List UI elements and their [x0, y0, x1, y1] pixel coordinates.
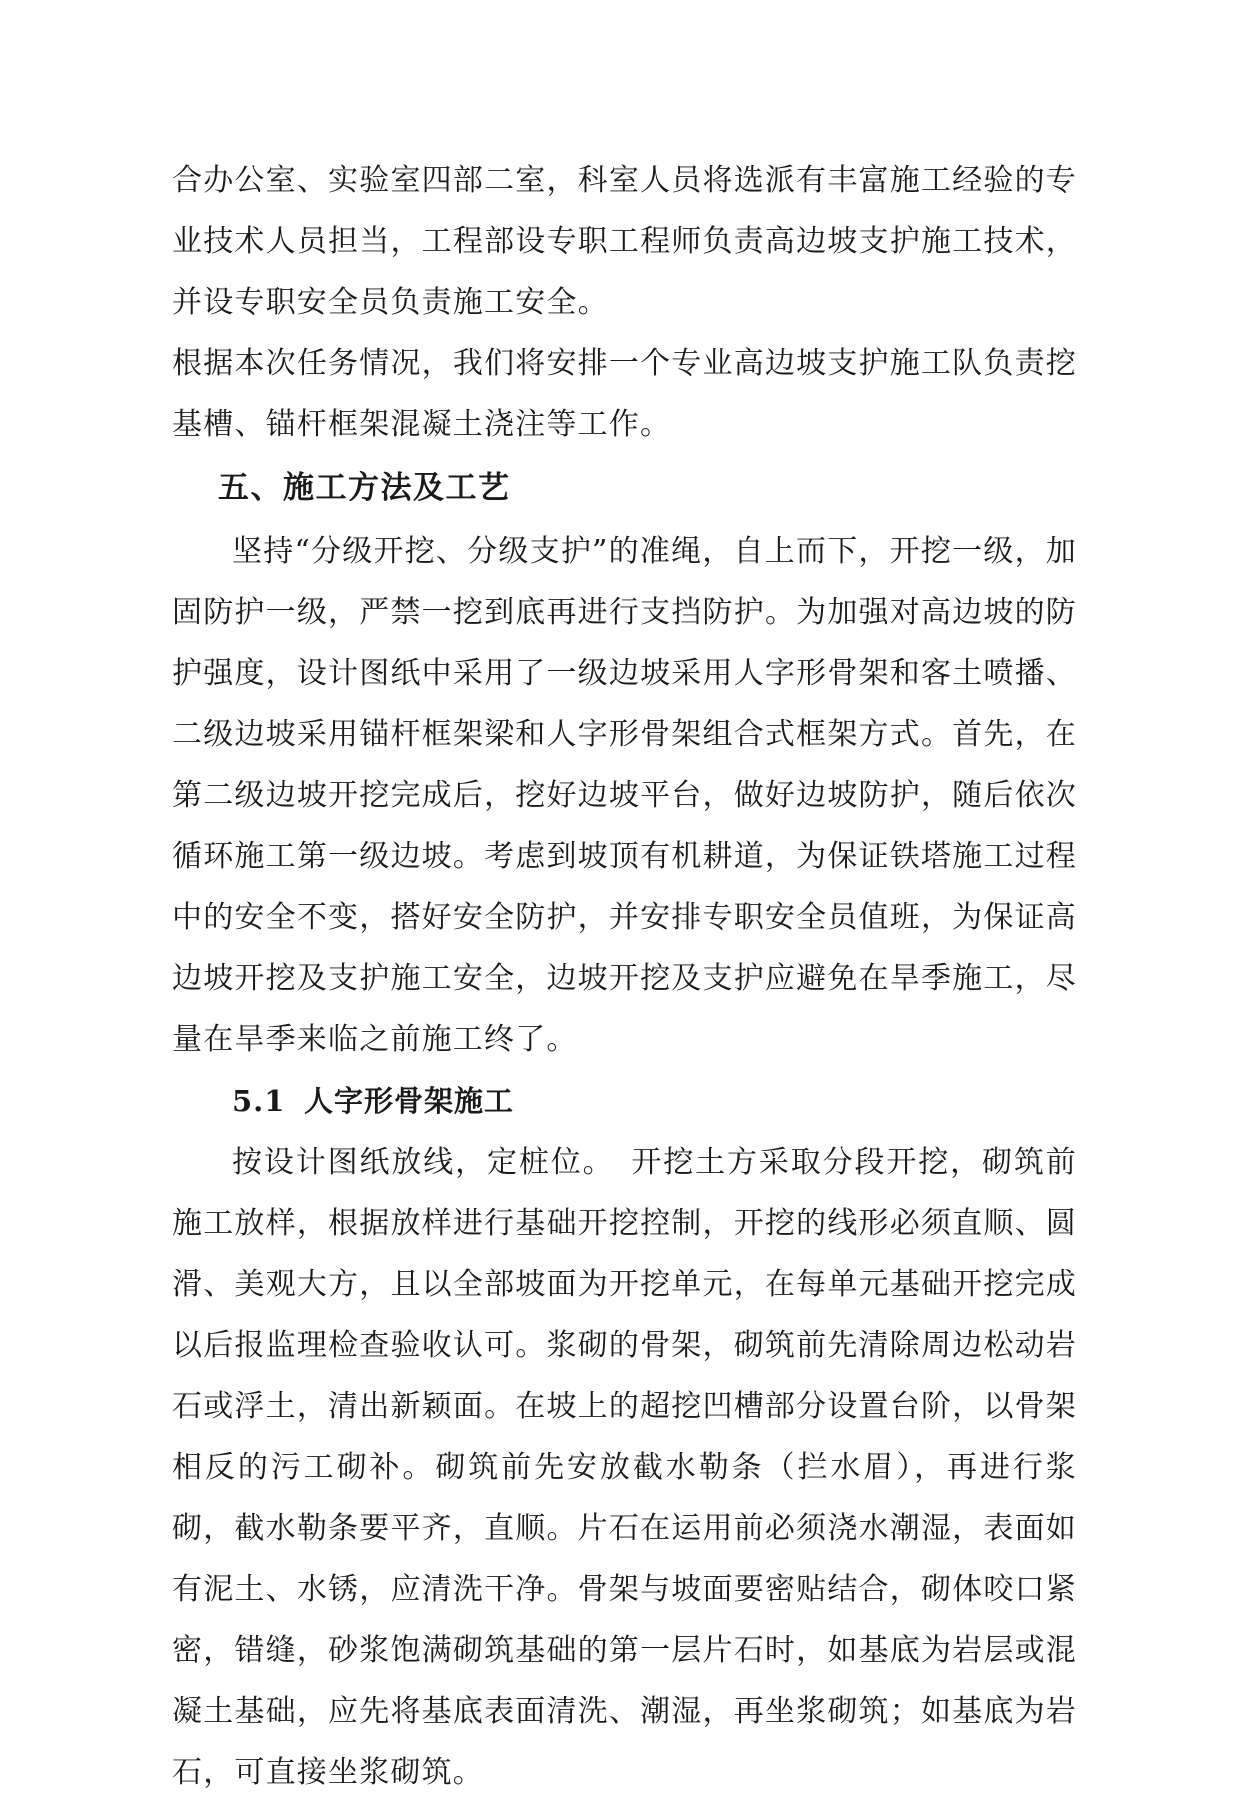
subsection-heading [172, 1070, 1077, 1132]
paragraph-organization: 合办公室、实验室四部二室，科室人员将选派有丰富施工经验的专业技术人员担当，工程部设专职工程师负责高边坡支护施工技术，并设专职安全员负责施工安全。 [172, 163, 1077, 320]
document-page [172, 150, 1077, 1803]
paragraph-task-arrangement: 根据本次任务情况，我们将安排一个专业高边坡支护施工队负责挖基槽、锚杆框架混凝土浇注等工作。 [172, 346, 1077, 442]
subsection-title: 人字形骨架施工 [304, 1084, 515, 1118]
subsection-number: 5.1 [232, 1084, 286, 1118]
paragraph-method-overview: 坚持“分级开挖、分级支护”的准绳，自上而下，开挖一级，加固防护一级，严禁一挖到底再进行支挡防护。为加强对高边坡的防护强度，设计图纸中采用了一级边坡采用人字形骨架和客土喷播、二级边坡采用锚杆框架梁和人字形骨架组合式框架方式。首先，在第二级边坡开挖完成后，挖好边坡平台，做好边坡防护，随后依次循环施工第一级边坡。考虑到坡顶有机耕道，为保证铁塔施工过程中的安全不变，搭好安全防护，并安排专职安全员值班，为保证高边坡开挖及支护施工安全，边坡开挖及支护应避免在旱季施工，尽量在旱季来临之前施工终了。 [172, 534, 1077, 1057]
paragraph-skeleton-construction: 按设计图纸放线，定桩位。 开挖土方采取分段开挖，砌筑前施工放样，根据放样进行基础开挖控制，开挖的线形必须直顺、圆滑、美观大方，且以全部坡面为开挖单元，在每单元基础开挖完成以后报监理检查验收认可。浆砌的骨架，砌筑前先清除周边松动岩石或浮土，清出新颖面。在坡上的超挖凹槽部分设置台阶，以骨架相反的污工砌补。砌筑前先安放截水勒条（拦水眉），再进行浆砌，截水勒条要平齐，直顺。片石在运用前必须浇水潮湿，表面如有泥土、水锈，应清洗干净。骨架与坡面要密贴结合，砌体咬口紧密，错缝，砂浆饱满砌筑基础的第一层片石时，如基底为岩层或混凝土基础，应先将基底表面清洗、潮湿，再坐浆砌筑；如基底为岩石，可直接坐浆砌筑。 [172, 1145, 1077, 1790]
section-heading: 五、施工方法及工艺 [218, 470, 511, 506]
